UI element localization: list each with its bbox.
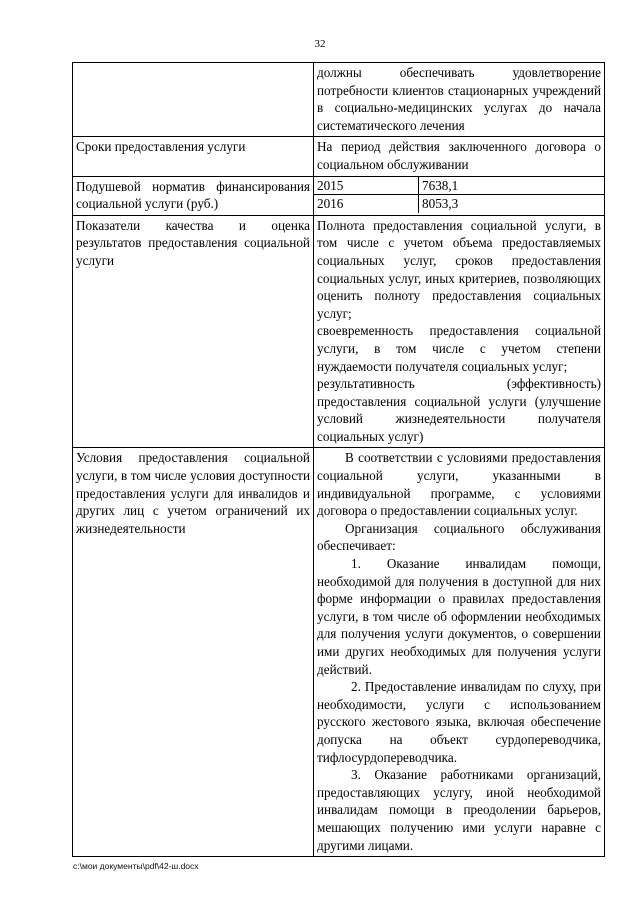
table-row bbox=[73, 215, 605, 448]
service-terms-text: На период действия заключенного договора о социальном обслуживании bbox=[317, 139, 601, 172]
financing-row bbox=[314, 177, 604, 195]
financing-year: 2015 bbox=[314, 177, 419, 195]
conditions-paragraph: 2. Предоставление инвалидам по слуху, при необходимости, услуги с использованием русского жестового языка, включая обеспечение допуска на объект сурдопереводчика, тифлосурдопереводчика. bbox=[317, 679, 601, 765]
financing-row bbox=[314, 195, 604, 213]
row-value bbox=[314, 63, 605, 137]
row-label-empty bbox=[73, 63, 314, 137]
financing-cell bbox=[314, 176, 605, 215]
conditions-paragraph: В соответствии с условиями предоставления социальной услуги, указанными в индивидуальной программе, с условиями договора о предоставлении социальных услуг. bbox=[317, 450, 601, 519]
table-row bbox=[73, 63, 605, 137]
continuation-text: должны обеспечивать удовлетворение потребности клиентов стационарных учреждений в социально-медицинских услугах до начала систематического лечения bbox=[317, 65, 601, 133]
financing-value: 7638,1 bbox=[419, 177, 605, 195]
conditions-paragraph: 1. Оказание инвалидам помощи, необходимой для получения в доступной для них форме информации о правилах предоставления услуги, в том числе об оформлении необходимых для получения услуги документов, о совершении ими других необходимых для получения услуги действий. bbox=[317, 556, 601, 677]
conditions-paragraph: Организация социального обслуживания обеспечивает: bbox=[317, 520, 601, 554]
table-row bbox=[73, 137, 605, 176]
financing-year: 2016 bbox=[314, 195, 419, 213]
financing-table bbox=[314, 177, 604, 213]
row-value bbox=[314, 215, 605, 448]
page-number: 32 bbox=[314, 38, 326, 50]
quality-paragraph: результативность (эффективность) предоставления социальной услуги (улучшение условий жизнедеятельности получателя социальных услуг) bbox=[317, 376, 601, 444]
table-row bbox=[73, 448, 605, 857]
quality-paragraph: Полнота предоставления социальной услуги, в том числе с учетом объема предоставляемых социальных услуг, сроков предоставления социальных услуг, иных критериев, позволяющих оценить полноту предоставления социальных услуг; bbox=[317, 217, 601, 321]
row-value bbox=[314, 448, 605, 857]
row-label: Условия предоставления социальной услуги, в том числе условия доступности предоставления услуги для инвалидов и других лиц с учетом ограничений их жизнедеятельности bbox=[73, 448, 314, 857]
row-label: Подушевой норматив финансирования социальной услуги (руб.) bbox=[73, 176, 314, 215]
table-row bbox=[73, 176, 605, 215]
row-value bbox=[314, 137, 605, 176]
conditions-paragraph: 3. Оказание работниками организаций, предоставляющих услугу, иной необходимой инвалидам помощи в преодолении барьеров, мешающих получению ими услуги наравне с другими лицами. bbox=[317, 767, 601, 853]
row-label: Показатели качества и оценка результатов предоставления социальной услуги bbox=[73, 215, 314, 448]
quality-paragraph: своевременность предоставления социальной услуги, в том числе с учетом степени нуждаемости получателя социальных услуг; bbox=[317, 323, 601, 374]
footer-file-path: c:\мои документы\pdf\42-ш.docx bbox=[73, 861, 199, 871]
service-table bbox=[72, 62, 605, 857]
financing-value: 8053,3 bbox=[422, 196, 459, 212]
row-label: Сроки предоставления услуги bbox=[73, 137, 314, 176]
